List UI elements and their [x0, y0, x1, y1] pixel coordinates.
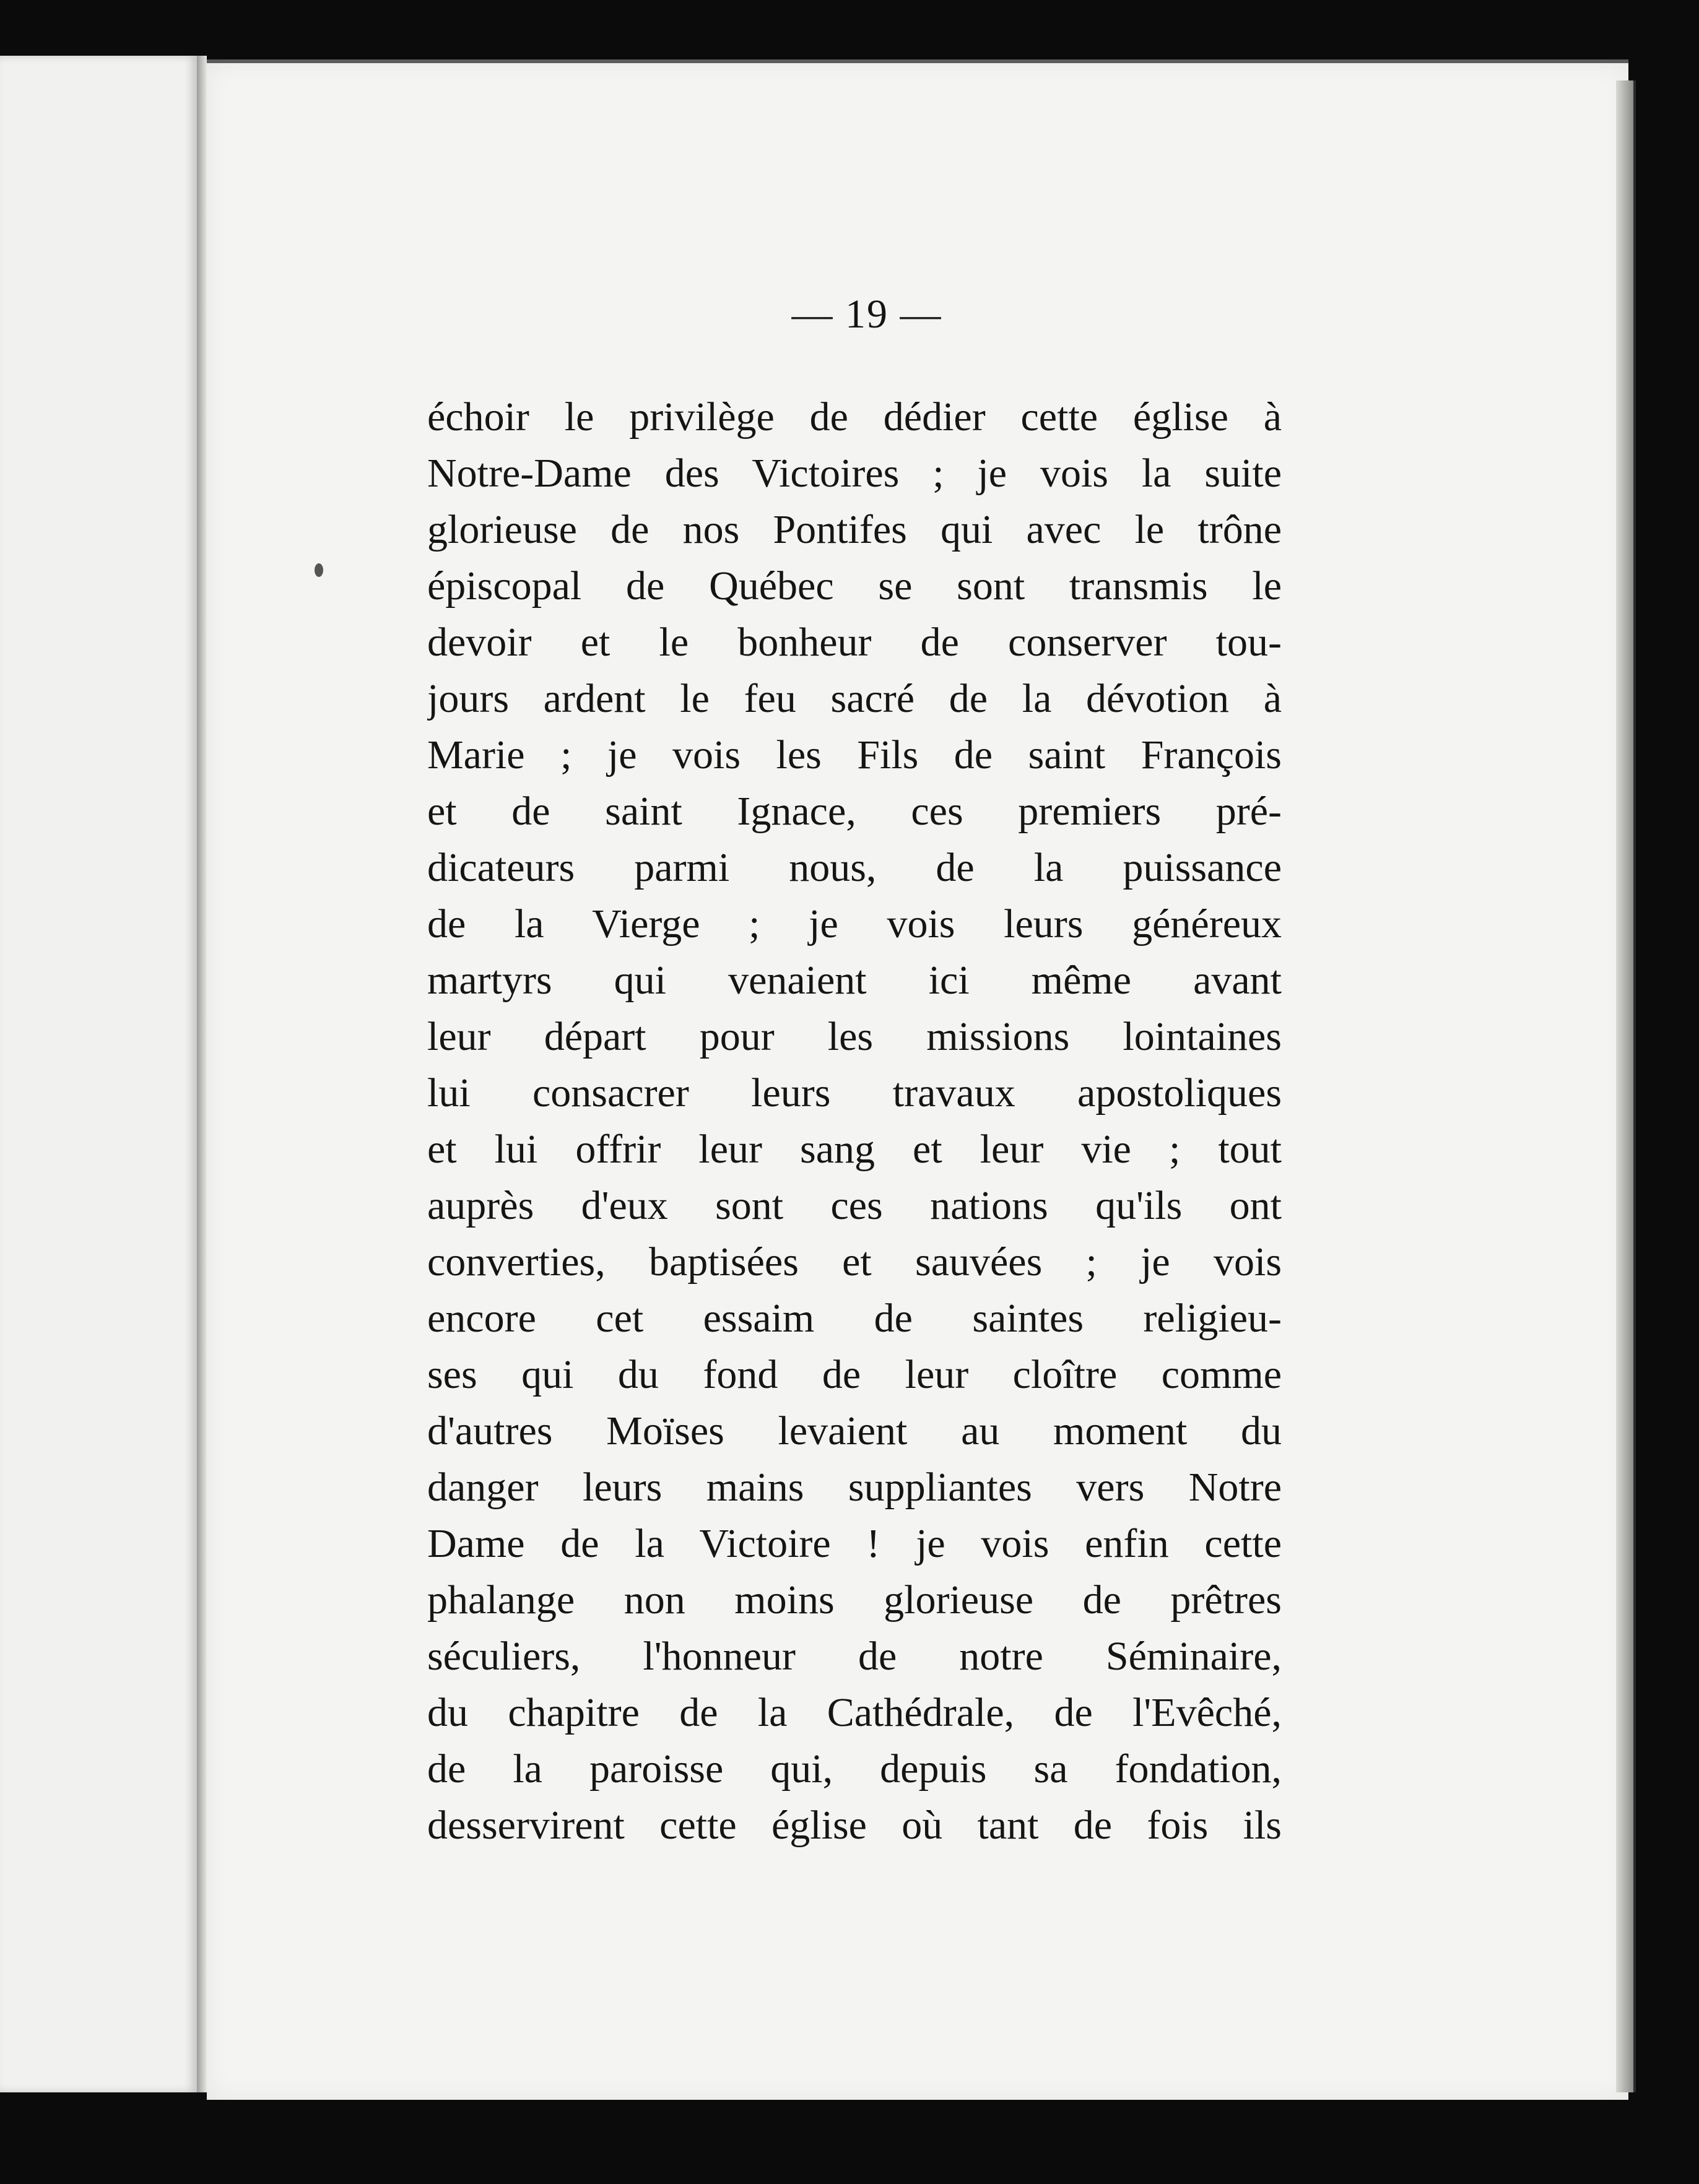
text-line: jours ardent le feu sacré de la dévotion à: [427, 676, 1282, 721]
text-line: converties, baptisées et sauvées ; je vois: [427, 1239, 1282, 1285]
text-line: Notre-Dame des Victoires ; je vois la suite: [427, 451, 1282, 496]
previous-page-margin: [0, 56, 199, 2092]
text-line: d'autres Moïses levaient au moment du: [427, 1408, 1282, 1454]
text-line: glorieuse de nos Pontifes qui avec le trône: [427, 507, 1282, 552]
text-line: martyrs qui venaient ici même avant: [427, 958, 1282, 1003]
text-line: échoir le privilège de dédier cette église à: [427, 394, 1282, 440]
page-edge: [1616, 80, 1636, 2092]
text-line: leur départ pour les missions lointaines: [427, 1014, 1282, 1059]
text-line: phalange non moins glorieuse de prêtres: [427, 1577, 1282, 1623]
ink-speck: [315, 563, 323, 577]
text-line: et de saint Ignace, ces premiers pré-: [427, 789, 1282, 834]
text-line: encore cet essaim de saintes religieu-: [427, 1296, 1282, 1341]
text-line: et lui offrir leur sang et leur vie ; tout: [427, 1127, 1282, 1172]
text-line: auprès d'eux sont ces nations qu'ils ont: [427, 1183, 1282, 1228]
text-line: de la paroisse qui, depuis sa fondation,: [427, 1746, 1282, 1792]
book-gutter: [197, 56, 207, 2092]
text-line: de la Vierge ; je vois leurs généreux: [427, 901, 1282, 947]
text-line: danger leurs mains suppliantes vers Notre: [427, 1465, 1282, 1510]
page-number: — 19 —: [791, 292, 942, 337]
text-line: dicateurs parmi nous, de la puissance: [427, 845, 1282, 890]
body-text: [427, 389, 1282, 1853]
text-line: ses qui du fond de leur cloître comme: [427, 1352, 1282, 1397]
text-line: séculiers, l'honneur de notre Séminaire,: [427, 1634, 1282, 1679]
text-line: Dame de la Victoire ! je vois enfin cette: [427, 1521, 1282, 1566]
text-line: desservirent cette église où tant de fois ils: [427, 1803, 1282, 1848]
text-line: lui consacrer leurs travaux apostoliques: [427, 1070, 1282, 1116]
text-line: Marie ; je vois les Fils de saint François: [427, 732, 1282, 778]
text-line: épiscopal de Québec se sont transmis le: [427, 563, 1282, 609]
text-line: devoir et le bonheur de conserver tou-: [427, 620, 1282, 665]
text-line: du chapitre de la Cathédrale, de l'Evêché,: [427, 1690, 1282, 1735]
